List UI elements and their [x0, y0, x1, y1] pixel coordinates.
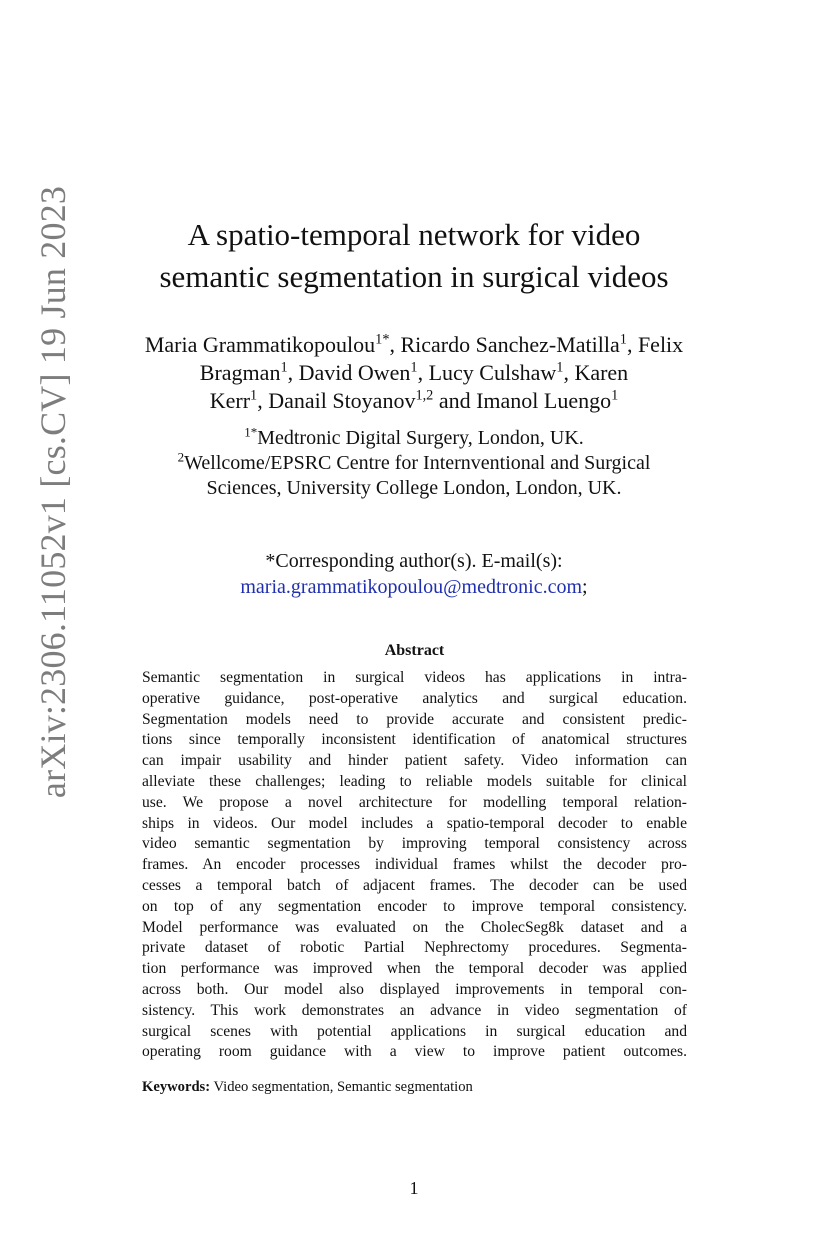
- affiliation-1: $^{1*}$Medtronic Digital Surgery, London, UK.: [244, 424, 584, 449]
- abstract-line: Semantic segmentation in surgical videos has applications in intra-: [142, 669, 687, 686]
- affiliation-2-line-2: Sciences, University College London, London, UK.: [206, 477, 622, 499]
- abstract-body: [142, 668, 687, 1063]
- affiliation-mark: 2: [177, 449, 185, 465]
- author-name: Imanol Luengo: [476, 388, 612, 413]
- author-affiliation-mark: 1: [619, 331, 627, 348]
- abstract-line: use. We propose a novel architecture for modelling temporal relation-: [142, 793, 687, 811]
- author-name: David Owen: [298, 360, 411, 385]
- author-affiliation-mark: 1: [250, 387, 258, 404]
- affiliation-2-line-1: $^2$Wellcome/EPSRC Centre for Internventional and Surgical: [177, 449, 651, 474]
- title-line-2: semantic segmentation in surgical videos: [159, 259, 669, 294]
- abstract-line: alleviate these challenges; leading to reliable models suitable for clinical: [142, 772, 687, 790]
- abstract-line: private dataset of robotic Partial Nephrectomy procedures. Segmenta-: [142, 939, 687, 957]
- abstract-line: operating room guidance with a view to improve patient outcomes.: [142, 1043, 687, 1061]
- abstract-line: video semantic segmentation by improving temporal consistency across: [142, 835, 687, 853]
- abstract-line: across both. Our model also displayed improvements in temporal con-: [142, 980, 687, 998]
- author-name: Bragman: [199, 360, 281, 385]
- author-name: Ricardo Sanchez-Matilla: [400, 332, 620, 357]
- keywords-text: Video segmentation, Semantic segmentation: [210, 1079, 473, 1095]
- author-name: Lucy Culshaw: [428, 360, 557, 385]
- correspondence: [112, 548, 716, 600]
- author-name: Felix: [637, 332, 684, 357]
- abstract-line: ships in videos. Our model includes a spatio-temporal decoder to enable: [142, 814, 687, 832]
- abstract-line: frames. An encoder processes individual frames whilst the decoder pro-: [142, 856, 687, 874]
- abstract-line: sistency. This work demonstrates an advance in video segmentation of: [142, 1001, 687, 1019]
- abstract-line: tions since temporally inconsistent identification of anatomical structures: [142, 731, 687, 749]
- page-number: 1: [409, 1178, 419, 1198]
- abstract-line: Segmentation models need to provide accurate and consistent predic-: [142, 710, 687, 728]
- author-affiliation-mark: 1*: [375, 331, 390, 348]
- paper-title: [112, 214, 716, 298]
- abstract-line: operative guidance, post-operative analytics and surgical education.: [142, 689, 687, 707]
- abstract-line: tion performance was improved when the temporal decoder was applied: [142, 960, 687, 978]
- arxiv-identifier: arXiv:2306.11052v1 [cs.CV] 19 Jun 2023: [33, 185, 73, 799]
- author-name: Danail Stoyanov: [268, 388, 416, 413]
- author-affiliation-mark: 1: [410, 359, 418, 376]
- abstract-line: on top of any segmentation encoder to improve temporal consistency.: [142, 897, 687, 915]
- keywords-label: Keywords:: [142, 1079, 211, 1095]
- abstract-line: can impair usability and hinder patient safety. Video information can: [142, 752, 687, 770]
- author-affiliation-mark: 1: [280, 359, 288, 376]
- author-line-2: Bragman$^1$, David Owen$^1$, Lucy Culshaw$^1$, Karen: [199, 359, 629, 385]
- title-line-1: A spatio-temporal network for video: [187, 217, 641, 252]
- author-affiliation-mark: 1: [611, 387, 619, 404]
- keywords: [142, 1079, 687, 1096]
- author-affiliation-mark: 1: [556, 359, 564, 376]
- author-name: Karen: [574, 360, 629, 385]
- affiliation-mark: 1*: [244, 424, 258, 440]
- affiliations: [112, 426, 716, 501]
- author-name: Kerr: [209, 388, 251, 413]
- abstract-line: Model performance was evaluated on the CholecSeg8k dataset and a: [142, 918, 687, 936]
- email-link[interactable]: maria.grammatikopoulou@medtronic.com: [240, 576, 583, 598]
- author-list: [112, 331, 716, 415]
- correspondence-email-line: maria.grammatikopoulou@medtronic.com;: [240, 576, 588, 598]
- abstract-line: cesses a temporal batch of adjacent frames. The decoder can be used: [142, 876, 687, 894]
- abstract-heading: Abstract: [384, 642, 445, 659]
- correspondence-label: *Corresponding author(s). E-mail(s):: [265, 550, 563, 572]
- abstract-line: surgical scenes with potential applications in surgical education and: [142, 1022, 687, 1040]
- author-affiliation-mark: 1,2: [415, 387, 434, 404]
- author-line-1: Maria Grammatikopoulou$^{1*}$, Ricardo Sanchez-Matilla$^1$, Felix: [144, 331, 684, 357]
- author-line-3: Kerr$^1$, Danail Stoyanov$^{1,2}$ and Imanol Luengo$^1$: [209, 387, 619, 413]
- author-name: Maria Grammatikopoulou: [144, 332, 376, 357]
